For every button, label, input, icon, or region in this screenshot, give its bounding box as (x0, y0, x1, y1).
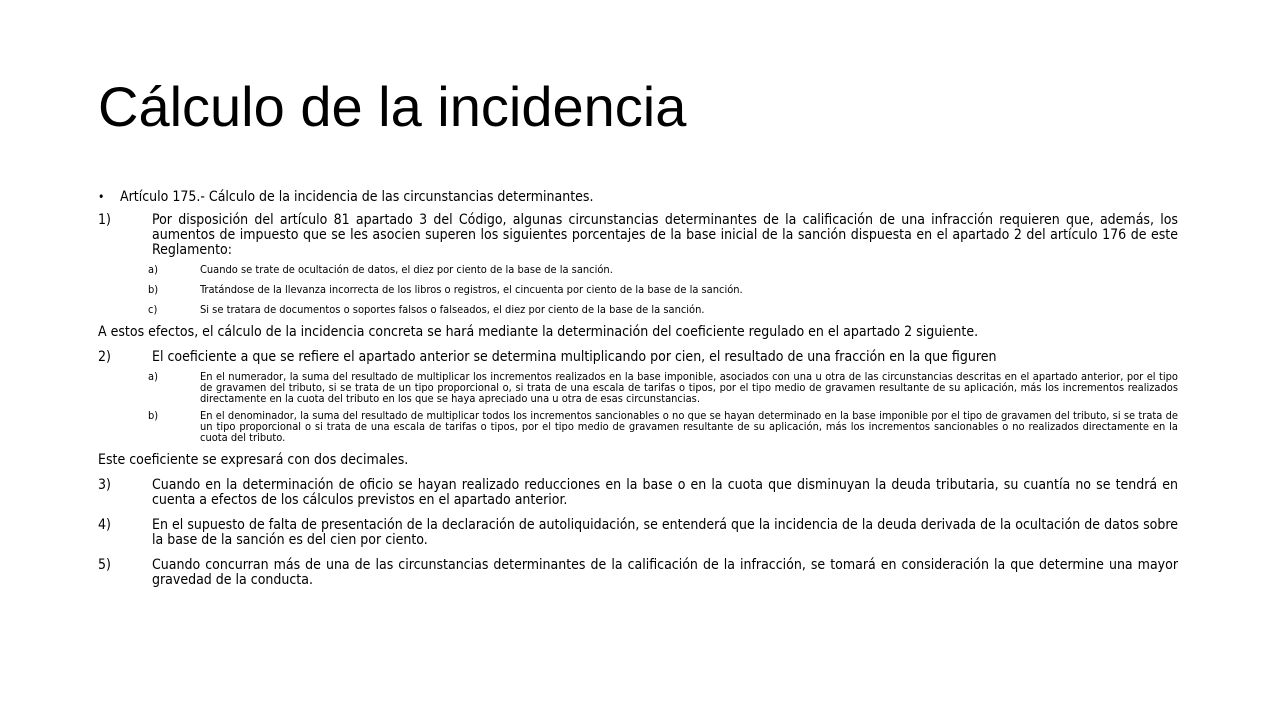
bullet-item (98, 190, 1178, 205)
sublist-text: En el numerador, la suma del resultado de multiplicar los incrementos realizados en la base imponible, asociados con una u otra de las circunstancias descritas en el apartado anterior, por el tipo de gravamen del tributo, si se trata de un tipo proporcional o, si trata de una escala de tarifas o tipos, por el tipo medio de gravamen resultante de su aplicación, más los incrementos realizados directamente en la cuota del tributo en los que se haya apreciado una u otra de esas circunstancias. (200, 370, 1178, 405)
bullet-text: Artículo 175.- Cálculo de la incidencia de las circunstancias determinantes. (120, 189, 594, 205)
sublist-letter: b) (148, 409, 159, 422)
list-number: 2) (98, 349, 111, 365)
list-text: En el supuesto de falta de presentación de la declaración de autoliquidación, se entenderá que la incidencia de la deuda derivada de la ocultación de datos sobre la base de la sanción es del cien por ciento. (152, 517, 1178, 548)
sublist-text: Tratándose de la llevanza incorrecta de los libros o registros, el cincuenta por ciento de la base de la sanción. (200, 283, 743, 296)
sublist-1 (98, 264, 1178, 315)
sublist-letter: a) (148, 370, 158, 383)
slide-body (98, 190, 1178, 594)
list-text: Cuando concurran más de una de las circunstancias determinantes de la calificación de la infracción, se tomará en consideración la que determine una mayor gravedad de la conducta. (152, 557, 1178, 588)
list-item-2 (98, 350, 1178, 365)
list-item-5 (98, 558, 1178, 588)
list-number: 3) (98, 477, 111, 493)
paragraph: Este coeficiente se expresará con dos decimales. (98, 452, 409, 468)
bullet-dot-icon: • (98, 190, 105, 204)
paragraph: A estos efectos, el cálculo de la incidencia concreta se hará mediante la determinación del coeficiente regulado en el apartado 2 siguiente. (98, 324, 979, 340)
slide-title: Cálculo de la incidencia (98, 75, 687, 138)
list-item-4 (98, 518, 1178, 548)
list-text: Cuando en la determinación de oficio se hayan realizado reducciones en la base o en la cuota que disminuyan la deuda tributaria, su cuantía no se tendrá en cuenta a efectos de los cálculos previstos en el apartado anterior. (152, 477, 1178, 508)
sublist-item (98, 371, 1178, 404)
list-number: 4) (98, 517, 111, 533)
sublist-text: Si se tratara de documentos o soportes falsos o falseados, el diez por ciento de la base de la sanción. (200, 303, 705, 316)
list-item-1 (98, 213, 1178, 258)
sublist-letter: b) (148, 283, 159, 296)
sublist-item (98, 304, 1178, 315)
sublist-item (98, 264, 1178, 275)
sublist-letter: c) (148, 303, 158, 316)
list-text: Por disposición del artículo 81 apartado 3 del Código, algunas circunstancias determinantes de la calificación de una infracción requieren que, además, los aumentos de impuesto que se les asocien superen los siguientes porcentajes de la base inicial de la sanción dispuesta en el apartado 2 del artículo 176 de este Reglamento: (152, 212, 1178, 258)
sublist-item (98, 284, 1178, 295)
list-number: 1) (98, 212, 111, 228)
list-item-3 (98, 478, 1178, 508)
list-text: El coeficiente a que se refiere el apartado anterior se determina multiplicando por cien, el resultado de una fracción en la que figuren (152, 349, 997, 365)
sublist-item (98, 410, 1178, 443)
sublist-text: Cuando se trate de ocultación de datos, el diez por ciento de la base de la sanción. (200, 263, 613, 276)
sublist-text: En el denominador, la suma del resultado de multiplicar todos los incrementos sancionables o no que se hayan determinado en la base imponible por el tipo de gravamen del tributo, si se trata de un tipo proporcional o si trata de una escala de tarifas o tipos, por el tipo medio de gravamen resultante de su aplicación, más los incrementos sancionables o no realizados directamente en la cuota del tributo. (200, 409, 1178, 444)
list-number: 5) (98, 557, 111, 573)
sublist-2 (98, 371, 1178, 443)
sublist-letter: a) (148, 263, 158, 276)
